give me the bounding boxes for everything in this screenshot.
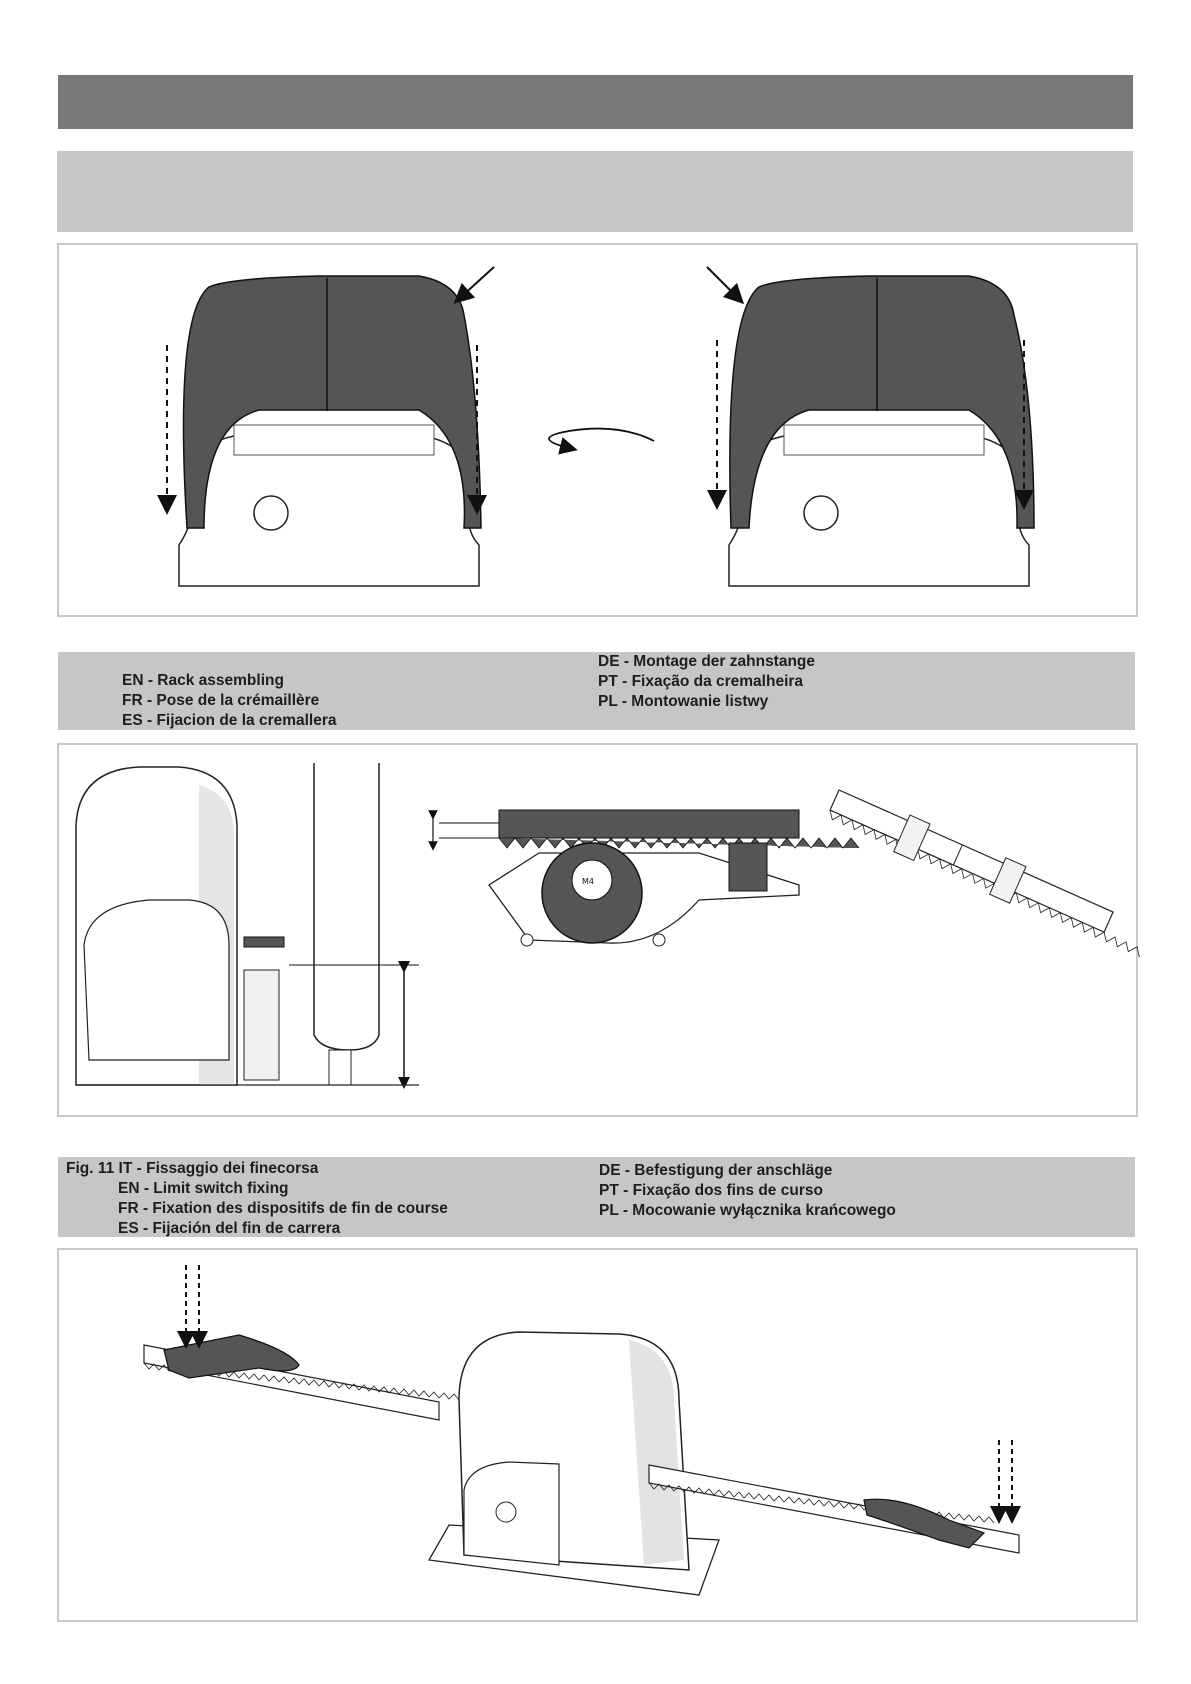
- caption-rack-assembling: [58, 652, 1135, 730]
- gear-rack-detail: [433, 810, 859, 946]
- caption-line: ES - Fijación del fin de carrera: [118, 1220, 341, 1237]
- diagonal-arrow-icon: [461, 267, 494, 297]
- caption-line: ES - Fijacion de la cremallera: [122, 712, 337, 729]
- motor-side-view: [76, 763, 419, 1085]
- caption-line: PT - Fixação da cremalheira: [598, 673, 804, 690]
- header-bar-dark: [58, 75, 1133, 129]
- rack-segments: [825, 785, 1140, 966]
- figure-rack-assembling: [57, 743, 1138, 1117]
- rack-assembling-illustration: [59, 745, 1140, 1119]
- caption-limit-switch-fixing: [58, 1157, 1135, 1237]
- caption-line: PL - Montowanie listwy: [598, 693, 769, 710]
- rack-right: [649, 1440, 1019, 1553]
- diagonal-arrow-icon: [707, 267, 737, 297]
- caption-line: PL - Mocowanie wyłącznika krańcowego: [599, 1202, 896, 1219]
- caption-line: DE - Montage der zahnstange: [598, 653, 816, 670]
- cover-mounting-illustration: [59, 245, 1140, 619]
- header-bar-light: [57, 151, 1133, 232]
- rack-left: [144, 1265, 479, 1420]
- caption-line: Fig. 11 IT - Fissaggio dei finecorsa: [66, 1160, 319, 1177]
- caption-line: FR - Pose de la crémaillère: [122, 692, 320, 709]
- motor-unit-left: [167, 267, 494, 586]
- gear-marking: M4: [582, 877, 594, 886]
- caption-line: DE - Befestigung der anschläge: [599, 1162, 833, 1179]
- figure-limit-switch-fixing: [57, 1248, 1138, 1622]
- motor-unit: [429, 1332, 719, 1595]
- figure-cover-mounting: [57, 243, 1138, 617]
- rotate-arrow-icon: [549, 429, 654, 448]
- caption-line: EN - Rack assembling: [122, 672, 284, 689]
- motor-unit-right: [707, 267, 1034, 586]
- caption-line: FR - Fixation des dispositifs de fin de course: [118, 1200, 448, 1217]
- limit-switch-illustration: [59, 1250, 1140, 1624]
- caption-line: PT - Fixação dos fins de curso: [599, 1182, 823, 1199]
- caption-line: EN - Limit switch fixing: [118, 1180, 289, 1197]
